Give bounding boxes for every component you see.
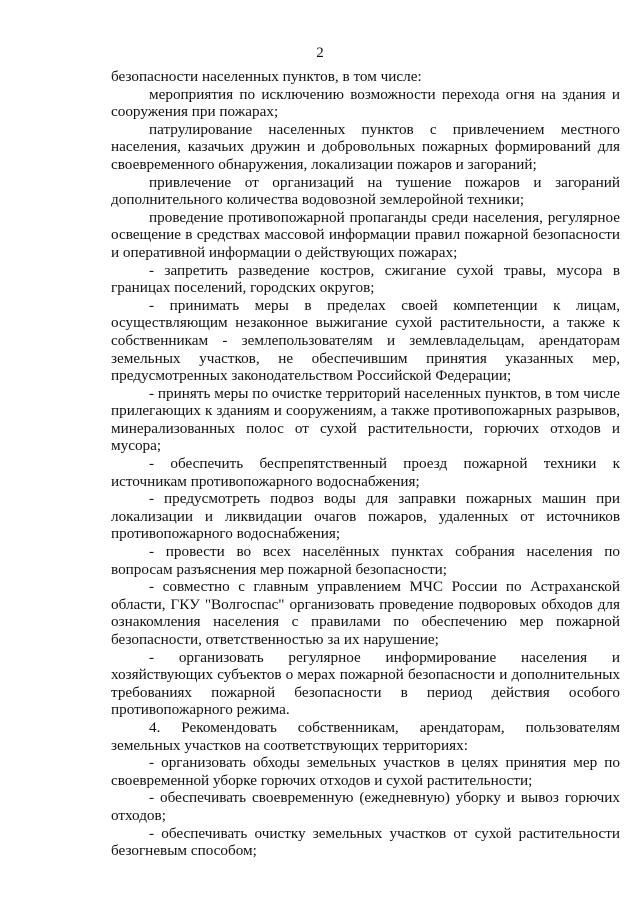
- paragraph: - запретить разведение костров, сжигание сухой травы, мусора в границах поселений, городских округов;: [111, 261, 620, 297]
- paragraph: мероприятия по исключению возможности перехода огня на здания и сооружения при пожарах;: [111, 85, 620, 121]
- paragraph: безопасности населенных пунктов, в том числе:: [111, 68, 422, 85]
- paragraph: проведение противопожарной пропаганды среди населения, регулярное освещение в средствах массовой информации правил пожарной безопасности и оперативной информации о действующих пожарах;: [111, 208, 620, 261]
- paragraph: - предусмотреть подвоз воды для заправки пожарных машин при локализации и ликвидации очагов пожаров, удаленных от источников противопожарного водоснабжения;: [111, 490, 620, 543]
- document-body: [111, 68, 620, 860]
- paragraph: - обеспечивать очистку земельных участков от сухой растительности безогневым способом;: [111, 824, 620, 860]
- paragraph: 4. Рекомендовать собственникам, арендаторам, пользователям земельных участков на соответствующих территориях:: [111, 718, 620, 754]
- paragraph: - обеспечивать своевременную (ежедневную) уборку и вывоз горючих отходов;: [111, 789, 620, 824]
- paragraph: - обеспечить беспрепятственный проезд пожарной техники к источникам противопожарного водоснабжения;: [111, 455, 620, 490]
- paragraph: - провести во всех населённых пунктах собрания населения по вопросам разъяснения мер пожарной безопасности;: [111, 543, 620, 578]
- paragraph: - организовать обходы земельных участков в целях принятия мер по своевременной уборке горючих отходов и сухой растительности;: [111, 754, 620, 789]
- paragraph: - принять меры по очистке территорий населенных пунктов, в том числе прилегающих к зданиям и сооружениям, а также противопожарных разрывов, минерализованных полос от сухой растительности, горючих отходов и мусора;: [111, 384, 620, 455]
- page-number: 2: [316, 45, 324, 61]
- paragraph: - принимать меры в пределах своей компетенции к лицам, осуществляющим незаконное выжигание сухой растительности, а также к собственникам - землепользователям и землевладельцам, арендаторам земельных участков, не обеспечившим принятия указанных мер, предусмотренных законодательством Российской Федерации;: [111, 296, 620, 385]
- paragraph: привлечение от организаций на тушение пожаров и загораний дополнительного количества водовозной землеройной техники;: [111, 173, 620, 209]
- paragraph: патрулирование населенных пунктов с привлечением местного населения, казачьих дружин и добровольных пожарных формирований для своевременного обнаружения, локализации пожаров и загораний;: [111, 120, 620, 173]
- paragraph: - организовать регулярное информирование населения и хозяйствующих субъектов о мерах пожарной безопасности и дополнительных требованиях пожарной безопасности в период действия особого противопожарного режима.: [111, 648, 620, 719]
- paragraph: - совместно с главным управлением МЧС России по Астраханской области, ГКУ "Волгоспас" организовать проведение подворовых обходов для ознакомления населения с правилами по обеспечению мер пожарной безопасности, ответственностью за их нарушение;: [111, 578, 620, 648]
